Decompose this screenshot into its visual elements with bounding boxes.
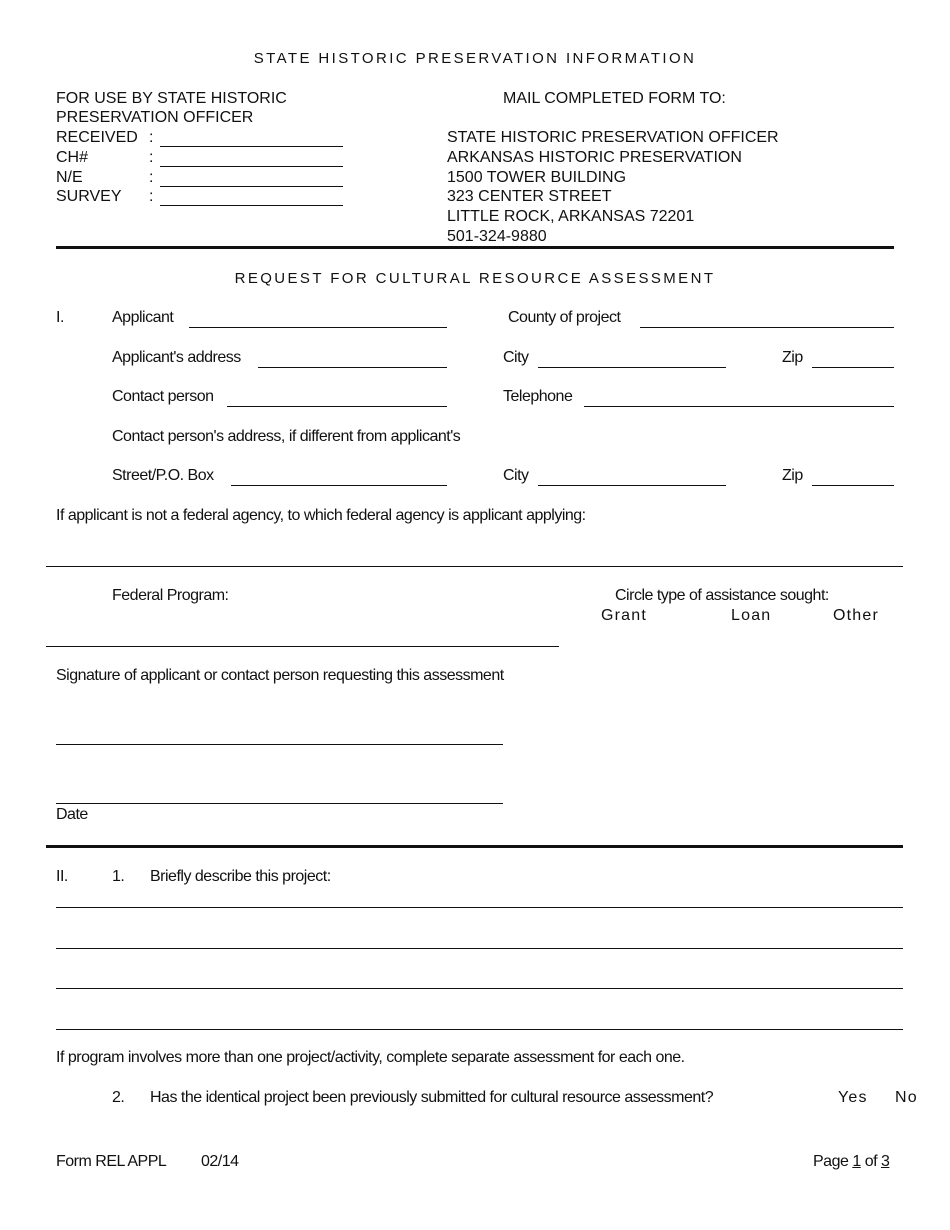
ne-label: N/E: [56, 169, 83, 186]
received-field[interactable]: [160, 146, 343, 147]
county-field[interactable]: [640, 327, 894, 328]
received-colon: :: [149, 129, 154, 146]
assistance-label: Circle type of assistance sought:: [615, 587, 829, 604]
header-divider: [56, 246, 894, 249]
survey-colon: :: [149, 188, 154, 205]
assistance-option-loan[interactable]: Loan: [731, 607, 772, 624]
date-field[interactable]: [56, 803, 503, 804]
ch-colon: :: [149, 149, 154, 166]
mail-line: ARKANSAS HISTORIC PRESERVATION: [447, 149, 742, 166]
survey-field[interactable]: [160, 205, 343, 206]
office-use-heading-1: FOR USE BY STATE HISTORIC: [56, 90, 287, 107]
ne-colon: :: [149, 169, 154, 186]
section-2-numeral: II.: [56, 868, 68, 885]
city-2-field[interactable]: [538, 485, 726, 486]
federal-agency-question: If applicant is not a federal agency, to which federal agency is applicant applying:: [56, 507, 586, 524]
section-divider: [46, 845, 903, 848]
street-field[interactable]: [231, 485, 447, 486]
mail-line: STATE HISTORIC PRESERVATION OFFICER: [447, 129, 779, 146]
description-line-4[interactable]: [56, 1029, 903, 1030]
ch-label: CH#: [56, 149, 89, 166]
applicant-label: Applicant: [112, 309, 174, 326]
mail-line: 323 CENTER STREET: [447, 188, 612, 205]
signature-field[interactable]: [56, 744, 503, 745]
page-current: 1: [852, 1153, 861, 1170]
question-1-text: Briefly describe this project:: [150, 868, 331, 885]
federal-program-field[interactable]: [46, 646, 559, 647]
answer-yes[interactable]: Yes: [838, 1089, 868, 1106]
multi-project-note: If program involves more than one project/activity, complete separate assessment for each one.: [56, 1049, 685, 1066]
mail-line: 1500 TOWER BUILDING: [447, 169, 627, 186]
mail-line: LITTLE ROCK, ARKANSAS 72201: [447, 208, 695, 225]
question-2-number: 2.: [112, 1089, 125, 1106]
zip-2-field[interactable]: [812, 485, 894, 486]
date-label: Date: [56, 806, 88, 823]
contact-person-label: Contact person: [112, 388, 214, 405]
description-line-3[interactable]: [56, 988, 903, 989]
request-title: REQUEST FOR CULTURAL RESOURCE ASSESSMENT: [234, 270, 716, 287]
survey-label: SURVEY: [56, 188, 122, 205]
page-prefix: Page: [813, 1153, 849, 1170]
mail-to-heading: MAIL COMPLETED FORM TO:: [503, 90, 726, 107]
federal-agency-field[interactable]: [46, 566, 903, 567]
zip-field[interactable]: [812, 367, 894, 368]
page-of: of: [864, 1153, 878, 1170]
section-1-numeral: I.: [56, 309, 64, 326]
county-label: County of project: [508, 309, 621, 326]
city-label: City: [503, 349, 529, 366]
city-field[interactable]: [538, 367, 726, 368]
federal-program-label: Federal Program:: [112, 587, 229, 604]
ne-field[interactable]: [160, 186, 343, 187]
page-number: [813, 1153, 889, 1171]
form-date: 02/14: [201, 1153, 239, 1170]
mail-line: 501-324-9880: [447, 228, 547, 245]
question-2-text: Has the identical project been previously submitted for cultural resource assessment?: [150, 1089, 714, 1106]
signature-label: Signature of applicant or contact person requesting this assessment: [56, 667, 504, 684]
ch-field[interactable]: [160, 166, 343, 167]
zip-label: Zip: [782, 349, 803, 366]
description-line-2[interactable]: [56, 948, 903, 949]
question-1-number: 1.: [112, 868, 125, 885]
telephone-field[interactable]: [584, 406, 894, 407]
applicant-address-label: Applicant's address: [112, 349, 241, 366]
zip-2-label: Zip: [782, 467, 803, 484]
street-label: Street/P.O. Box: [112, 467, 214, 484]
assistance-option-grant[interactable]: Grant: [601, 607, 648, 624]
office-use-heading-2: PRESERVATION OFFICER: [56, 109, 254, 126]
assistance-option-other[interactable]: Other: [833, 607, 880, 624]
applicant-field[interactable]: [189, 327, 447, 328]
city-2-label: City: [503, 467, 529, 484]
telephone-label: Telephone: [503, 388, 573, 405]
contact-person-field[interactable]: [227, 406, 447, 407]
page-title: STATE HISTORIC PRESERVATION INFORMATION: [253, 50, 697, 67]
form-id: Form REL APPL: [56, 1153, 167, 1170]
applicant-address-field[interactable]: [258, 367, 447, 368]
answer-no[interactable]: No: [895, 1089, 918, 1106]
contact-address-note: Contact person's address, if different from applicant's: [112, 428, 461, 445]
description-line-1[interactable]: [56, 907, 903, 908]
page-total: 3: [880, 1153, 890, 1170]
received-label: RECEIVED: [56, 129, 138, 146]
